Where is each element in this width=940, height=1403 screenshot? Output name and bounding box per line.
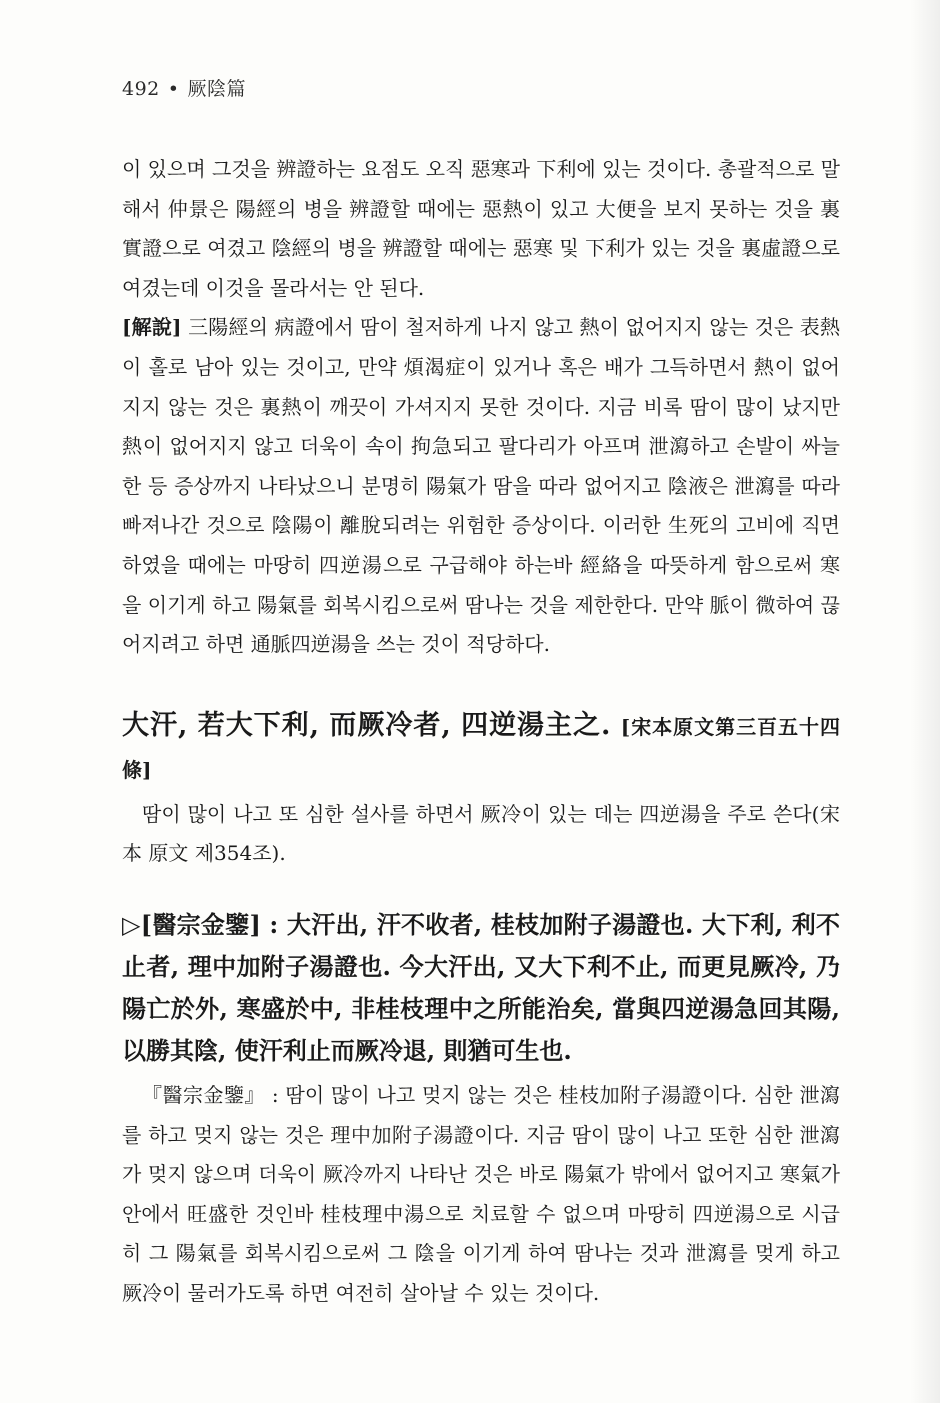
page-number: 492 [122, 78, 160, 100]
clause-heading [122, 705, 840, 791]
clause-source: [宋本原文第三百五十四條] [122, 714, 840, 782]
reference-translation [122, 1076, 840, 1314]
binding-shadow [910, 0, 940, 1403]
section-title: 厥陰篇 [187, 78, 246, 100]
clause-text: 大汗, 若大下利, 而厥冷者, 四逆湯主之. [122, 709, 611, 741]
running-head [122, 74, 246, 101]
reference-quote [122, 904, 840, 1072]
continued-paragraph: 이 있으며 그것을 辨證하는 요점도 오직 惡寒과 下利에 있는 것이다. 총괄적으로 말해서 仲景은 陽經의 병을 辨證할 때에는 惡熱이 있고 大便을 보지 못하는 것을 裏實證으로 여겼고 陰經의 병을 辨證할 때에는 惡寒 및 下利가 있는 것을 裏虛證으로 여겼는데 이것을 몰라서는 안 된다. [122, 157, 840, 300]
reference-translation-title: 『醫宗金鑒』 : [142, 1082, 286, 1107]
page-body [122, 150, 840, 1313]
commentary-paragraph [122, 308, 840, 664]
clause-translation: 땀이 많이 나고 또 심한 설사를 하면서 厥冷이 있는 데는 四逆湯을 주로 쓴다(宋本 原文 제354조). [122, 801, 840, 866]
header-bullet: • [167, 78, 180, 100]
commentary-text: 三陽經의 病證에서 땀이 철저하게 나지 않고 熱이 없어지지 않는 것은 表熱이 홀로 남아 있는 것이고, 만약 煩渴症이 있거나 혹은 배가 그득하면서 熱이 없어지지 않는 것은 裏熱이 깨끗이 가셔지지 못한 것이다. 지금 비록 땀이 많이 났지만 熱이 없어지지 않고 더욱이 속이 拘急되고 팔다리가 아프며 泄瀉하고 손발이 싸늘한 등 증상까지 나타났으니 분명히 陽氣가 땀을 따라 없어지고 陰液은 泄瀉를 따라 빠져나간 것으로 陰陽이 離脫되려는 위험한 증상이다. 이러한 生死의 고비에 직면하였을 때에는 마땅히 四逆湯으로 구급해야 하는바 經絡을 따뜻하게 함으로써 寒을 이기게 하고 陽氣를 회복시킴으로써 땀나는 것을 제한한다. 만약 脈이 微하여 끊어지려고 하면 通脈四逆湯을 쓰는 것이 적당하다. [122, 315, 840, 657]
commentary-label: [解說] [122, 315, 182, 340]
reference-translation-text: 땀이 많이 나고 멎지 않는 것은 桂枝加附子湯證이다. 심한 泄瀉를 하고 멎지 않는 것은 理中加附子湯證이다. 지금 땀이 많이 나고 또한 심한 泄瀉가 멎지 않으며 더욱이 厥冷까지 나타난 것은 바로 陽氣가 밖에서 없어지고 寒氣가 안에서 旺盛한 것인바 桂枝理中湯으로 치료할 수 없으며 마땅히 四逆湯으로 시급히 그 陽氣를 회복시킴으로써 그 陰을 이기게 하여 땀나는 것과 泄瀉를 멎게 하고 厥冷이 물러가도록 하면 여전히 살아날 수 있는 것이다. [122, 1082, 841, 1305]
reference-prefix: ▷[醫宗金鑒] : [122, 909, 287, 939]
reference-text: 大汗出, 汗不收者, 桂枝加附子湯證也. 大下利, 利不止者, 理中加附子湯證也. 今大汗出, 又大下利不止, 而更見厥冷, 乃陽亡於外, 寒盛於中, 非桂枝理中之所能治矣, 當與四逆湯急回其陽, 以勝其陰, 使汗利止而厥冷退, 則猶可生也. [122, 909, 841, 1065]
